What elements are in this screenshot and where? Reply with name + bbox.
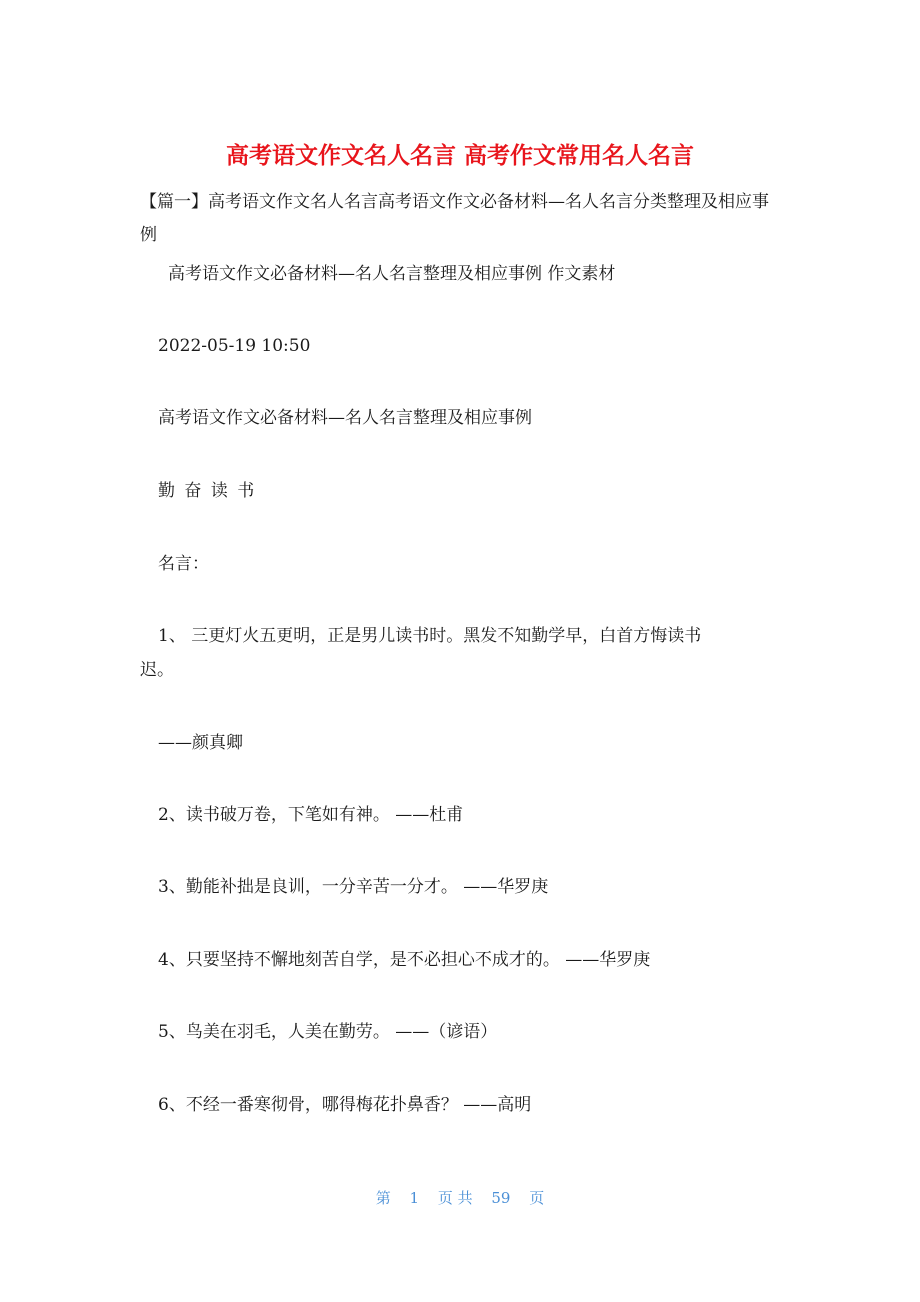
page-footer (0, 1186, 920, 1210)
quote-1-author: ——颜真卿 (158, 733, 243, 753)
subtitle: 高考语文作文必备材料—名人名言整理及相应事例 作文素材 (168, 264, 616, 284)
page-suffix: 页 (529, 1189, 545, 1207)
page-current: 1 (409, 1189, 420, 1207)
quote-6: 6、不经一番寒彻骨，哪得梅花扑鼻香？ ——高明 (158, 1095, 532, 1115)
section-heading: 高考语文作文必备材料—名人名言整理及相应事例 (158, 408, 532, 428)
quote-5: 5、鸟美在羽毛，人美在勤劳。 ——（谚语） (158, 1022, 498, 1042)
section-title: 勤 奋 读 书 (158, 481, 257, 501)
date-text: 2022-05-19 10:50 (158, 336, 311, 356)
quote-1-line-1: 1、 三更灯火五更明，正是男儿读书时。黑发不知勤学早，白首方悔读书 (158, 626, 702, 646)
quote-2: 2、读书破万卷，下笔如有神。 ——杜甫 (158, 805, 464, 825)
quote-1-line-2: 迟。 (140, 660, 174, 680)
page-total: 59 (491, 1189, 511, 1207)
page-mid: 页 共 (437, 1189, 473, 1207)
quote-3: 3、勤能补拙是良训，一分辛苦一分才。 ——华罗庚 (158, 877, 549, 897)
document-title: 高考语文作文名人名言 高考作文常用名人名言 (225, 143, 694, 169)
intro-paragraph: 【篇一】高考语文作文名人名言高考语文作文必备材料—名人名言分类整理及相应事例 (140, 192, 769, 245)
quote-4: 4、只要坚持不懈地刻苦自学，是不必担心不成才的。 ——华罗庚 (158, 950, 651, 970)
page-prefix: 第 (375, 1189, 391, 1207)
quotes-label: 名言： (158, 554, 209, 574)
